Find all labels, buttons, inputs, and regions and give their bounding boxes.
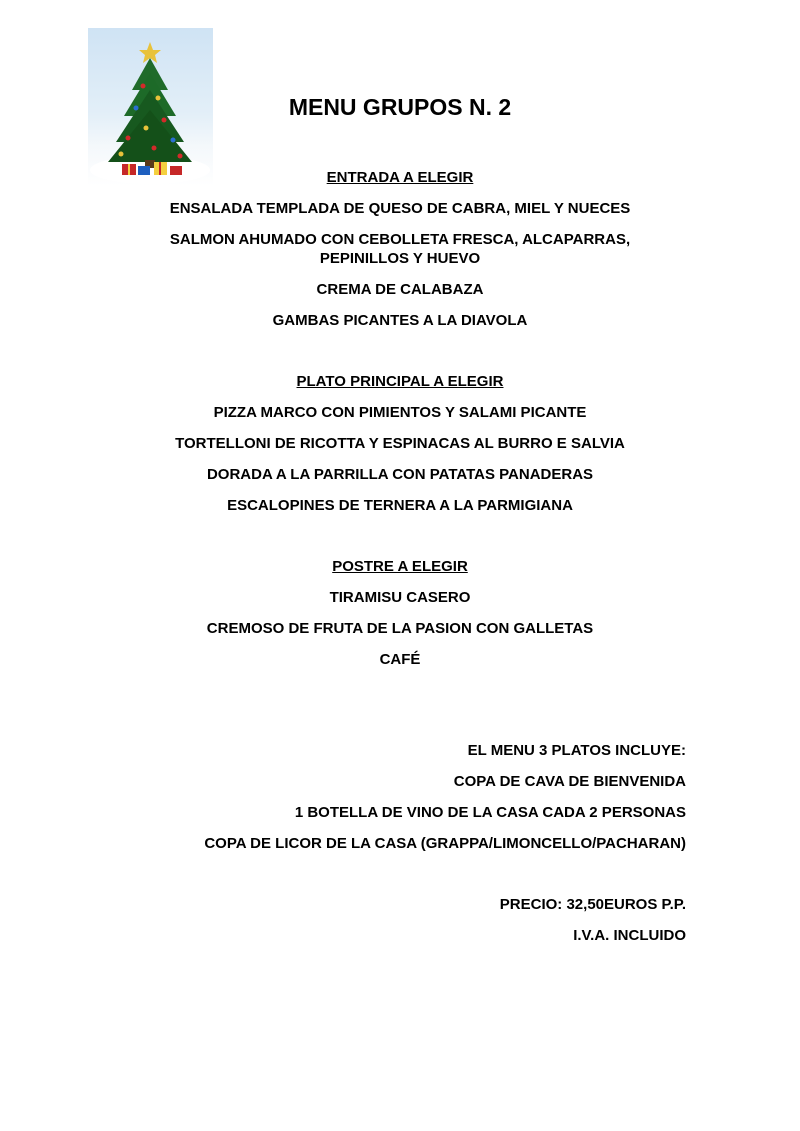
postre-item: CREMOSO DE FRUTA DE LA PASION CON GALLETAS xyxy=(206,620,594,637)
postre-item: TIRAMISU CASERO xyxy=(329,589,471,606)
incluye-item: COPA DE LICOR DE LA CASA (GRAPPA/LIMONCELLO/PACHARAN) xyxy=(204,835,686,852)
entrada-item: ENSALADA TEMPLADA DE QUESO DE CABRA, MIEL Y NUECES xyxy=(169,200,631,217)
page-title: MENU GRUPOS N. 2 xyxy=(288,94,512,120)
entrada-item: CREMA DE CALABAZA xyxy=(316,281,484,298)
price-text: PRECIO: 32,50EUROS P.P. xyxy=(499,896,686,913)
principal-item: ESCALOPINES DE TERNERA A LA PARMIGIANA xyxy=(227,497,573,514)
incluye-item: COPA DE CAVA DE BIENVENIDA xyxy=(453,773,686,790)
principal-item: TORTELLONI DE RICOTTA Y ESPINACAS AL BURRO E SALVIA xyxy=(175,435,625,452)
principal-item: DORADA A LA PARRILLA CON PATATAS PANADERAS xyxy=(206,466,594,483)
entrada-item: SALMON AHUMADO CON CEBOLLETA FRESCA, ALCAPARRAS, xyxy=(169,231,631,248)
entrada-heading: ENTRADA A ELEGIR xyxy=(326,169,474,186)
incluye-heading: EL MENU 3 PLATOS INCLUYE: xyxy=(467,742,686,759)
entrada-item: PEPINILLOS Y HUEVO xyxy=(319,250,481,267)
principal-item: PIZZA MARCO CON PIMIENTOS Y SALAMI PICANTE xyxy=(213,404,587,421)
postre-item: CAFÉ xyxy=(379,651,421,668)
principal-heading: PLATO PRINCIPAL A ELEGIR xyxy=(296,373,504,390)
iva-text: I.V.A. INCLUIDO xyxy=(573,927,686,944)
incluye-item: 1 BOTELLA DE VINO DE LA CASA CADA 2 PERSONAS xyxy=(294,804,686,821)
entrada-item: GAMBAS PICANTES A LA DIAVOLA xyxy=(272,312,528,329)
postre-heading: POSTRE A ELEGIR xyxy=(332,558,468,575)
